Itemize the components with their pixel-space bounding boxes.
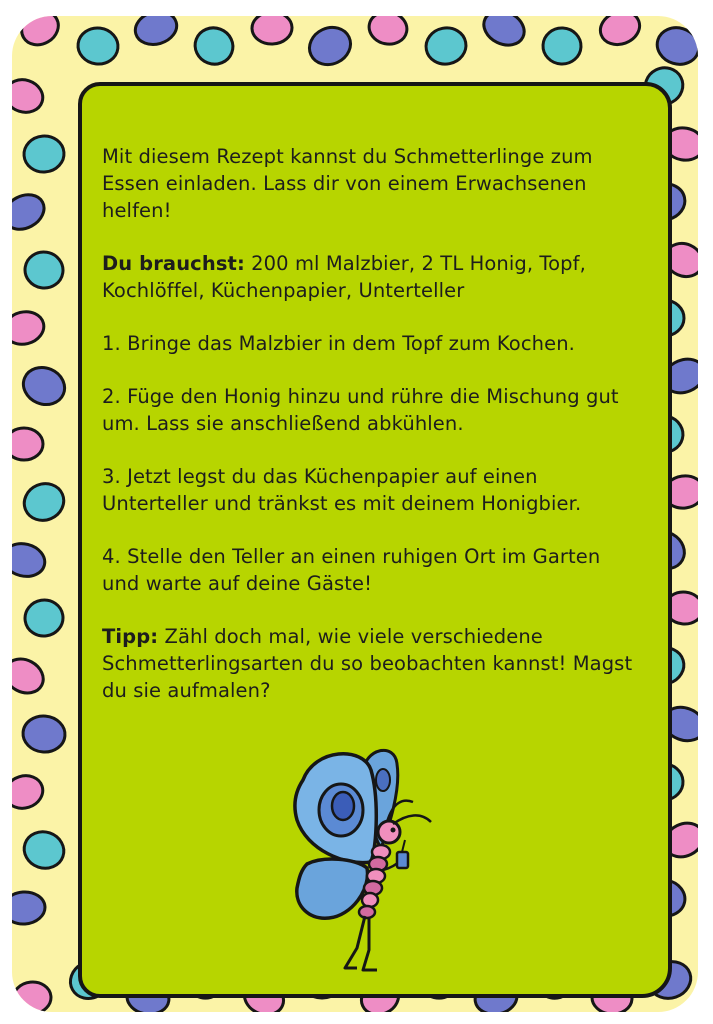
butterfly-icon: [285, 740, 445, 980]
step-4: 4. Stelle den Teller an einen ruhigen Ort im Garten und warte auf deine Gäste!: [102, 545, 601, 595]
drink-cup: [397, 852, 408, 868]
tip-label: Tipp:: [102, 625, 159, 648]
polka-dot: [12, 891, 46, 926]
polka-dot: [542, 27, 582, 65]
step-3: 3. Jetzt legst du das Küchenpapier auf einen Unterteller und tränkst es mit deinem Honigbier.: [102, 465, 582, 515]
polka-dot: [190, 22, 238, 69]
step-2: 2. Füge den Honig hinzu und rühre die Mischung gut um. Lass sie anschließend abkühlen.: [102, 385, 619, 435]
intro-text: Mit diesem Rezept kannst du Schmetterlinge zum Essen einladen. Lass dir von einem Erwachsenen helfen!: [102, 145, 593, 222]
polka-dot: [12, 980, 53, 1012]
polka-dot: [19, 826, 69, 873]
polka-dot: [653, 23, 698, 70]
polka-dot: [22, 714, 67, 754]
polka-dot: [22, 597, 65, 639]
polka-dot: [366, 16, 410, 48]
step-1: 1. Bringe das Malzbier in dem Topf zum Kochen.: [102, 332, 575, 355]
butterfly-head: [378, 821, 400, 843]
ingredients-label: Du brauchst:: [102, 252, 245, 275]
ingredients-list: 200 ml Malzbier, 2 TL Honig, Topf, Kochlöffel, Küchenpapier, Unterteller: [102, 252, 586, 302]
polka-dot: [131, 16, 180, 49]
polka-dot: [12, 75, 47, 117]
recipe-text: [102, 143, 642, 730]
polka-dot: [12, 771, 47, 813]
polka-dot: [76, 26, 120, 67]
polka-dot: [16, 16, 65, 51]
butterfly-lower-wing: [297, 859, 368, 918]
polka-dot: [303, 21, 356, 71]
tip-paragraph: [102, 623, 642, 704]
polka-dot: [423, 25, 469, 68]
polka-dot: [478, 16, 530, 52]
polka-dot: [19, 478, 70, 527]
polka-dot: [12, 539, 48, 580]
ingredients-paragraph: [102, 250, 642, 304]
polka-dot: [12, 308, 47, 349]
polka-dot: [596, 16, 645, 50]
polka-dot: [12, 652, 49, 699]
polka-dot: [18, 361, 71, 411]
polka-dot: [23, 134, 66, 173]
polka-dot: [22, 249, 65, 291]
polka-dot: [12, 428, 43, 460]
polka-dot: [251, 16, 292, 45]
polka-dot: [12, 188, 50, 236]
tip-text: Zähl doch mal, wie viele verschiedene Schmetterlingsarten du so beobachten kannst! Magst du sie aufmalen?: [102, 625, 633, 702]
